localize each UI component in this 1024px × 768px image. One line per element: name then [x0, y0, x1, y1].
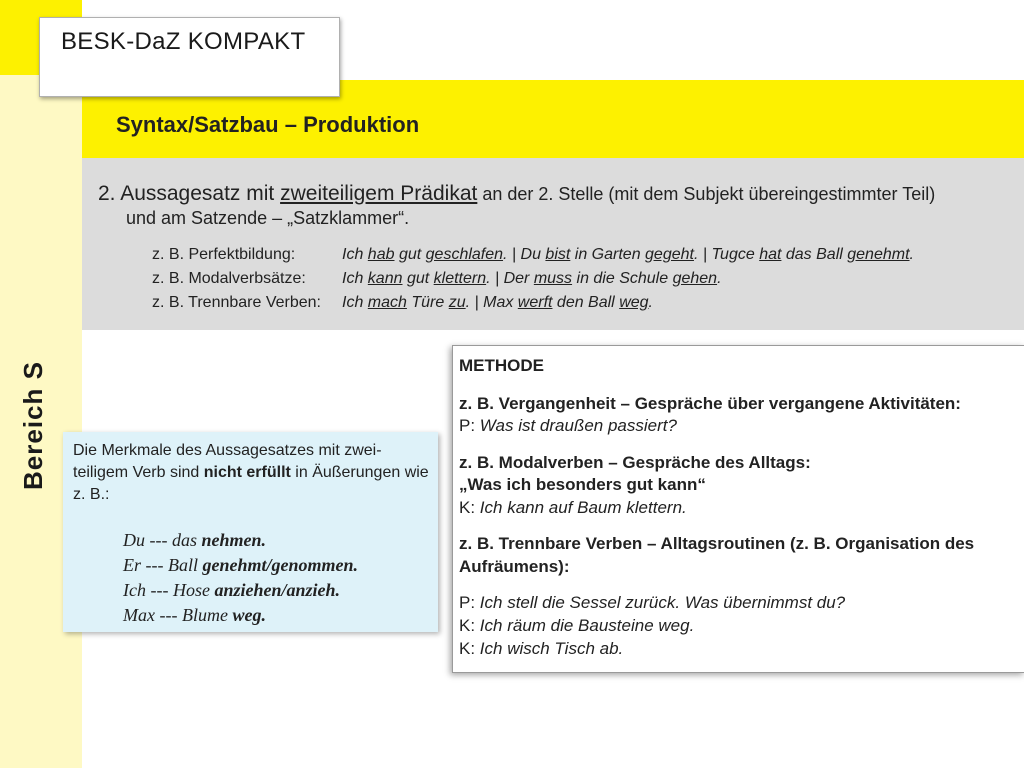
info-box — [63, 432, 438, 632]
info-intro: Die Merkmale des Aussagesatzes mit zwei-teiligem Verb sind nicht erfüllt in Äußerungen wie z. B.: — [73, 442, 429, 503]
section-label: Bereich S — [18, 361, 48, 490]
method-heading: Aufräumens): — [459, 557, 570, 576]
method-title: METHODE — [459, 356, 544, 375]
method-heading: z. B. Modalverben – Gespräche des Alltags: — [459, 453, 811, 472]
rule-heading: 2. Aussagesatz mit zweiteiligem Prädikat an der 2. Stelle (mit dem Subjekt übereingestimmter Teil) — [98, 182, 936, 205]
info-examples — [123, 528, 358, 628]
brand-box — [39, 17, 340, 97]
method-heading: z. B. Vergangenheit – Gespräche über vergangene Aktivitäten: — [459, 394, 961, 413]
brand-title: BESK-DaZ KOMPAKT — [61, 28, 306, 55]
method-heading: z. B. Trennbare Verben – Alltagsroutinen (z. B. Organisation des — [459, 534, 975, 553]
example-label: z. B. Modalverbsätze: — [152, 270, 306, 287]
info-example: Du --- das nehmen. — [123, 530, 267, 550]
dialogue-line: K: Ich wisch Tisch ab. — [459, 639, 624, 658]
dialogue-line: K: Ich kann auf Baum klettern. — [459, 498, 687, 517]
example-text: Ich kann gut klettern. | Der muss in die Schule gehen. — [342, 270, 722, 287]
example-row — [152, 270, 722, 288]
dialogue-line: P: Ich stell die Sessel zurück. Was übernimmst du? — [459, 593, 846, 612]
method-heading: „Was ich besonders gut kann“ — [459, 475, 706, 494]
page-title: Syntax/Satzbau – Produktion — [116, 112, 420, 137]
info-example: Max --- Blume weg. — [123, 605, 266, 625]
info-example: Er --- Ball genehmt/genommen. — [123, 555, 358, 575]
example-label: z. B. Perfektbildung: — [152, 246, 296, 263]
example-text: Ich mach Türe zu. | Max werft den Ball weg. — [342, 294, 653, 311]
example-text: Ich hab gut geschlafen. | Du bist in Garten gegeht. | Tugce hat das Ball genehmt. — [342, 246, 914, 263]
method-box — [452, 345, 1024, 673]
rule-heading-line2: und am Satzende – „Satzklammer“. — [126, 208, 410, 228]
dialogue-line: P: Was ist draußen passiert? — [459, 416, 677, 435]
example-label: z. B. Trennbare Verben: — [152, 294, 321, 311]
info-example: Ich --- Hose anziehen/anzieh. — [123, 580, 341, 600]
rule-panel — [82, 158, 1024, 330]
dialogue-line: K: Ich räum die Bausteine weg. — [459, 616, 695, 635]
example-row — [152, 294, 653, 312]
example-row — [152, 246, 914, 264]
